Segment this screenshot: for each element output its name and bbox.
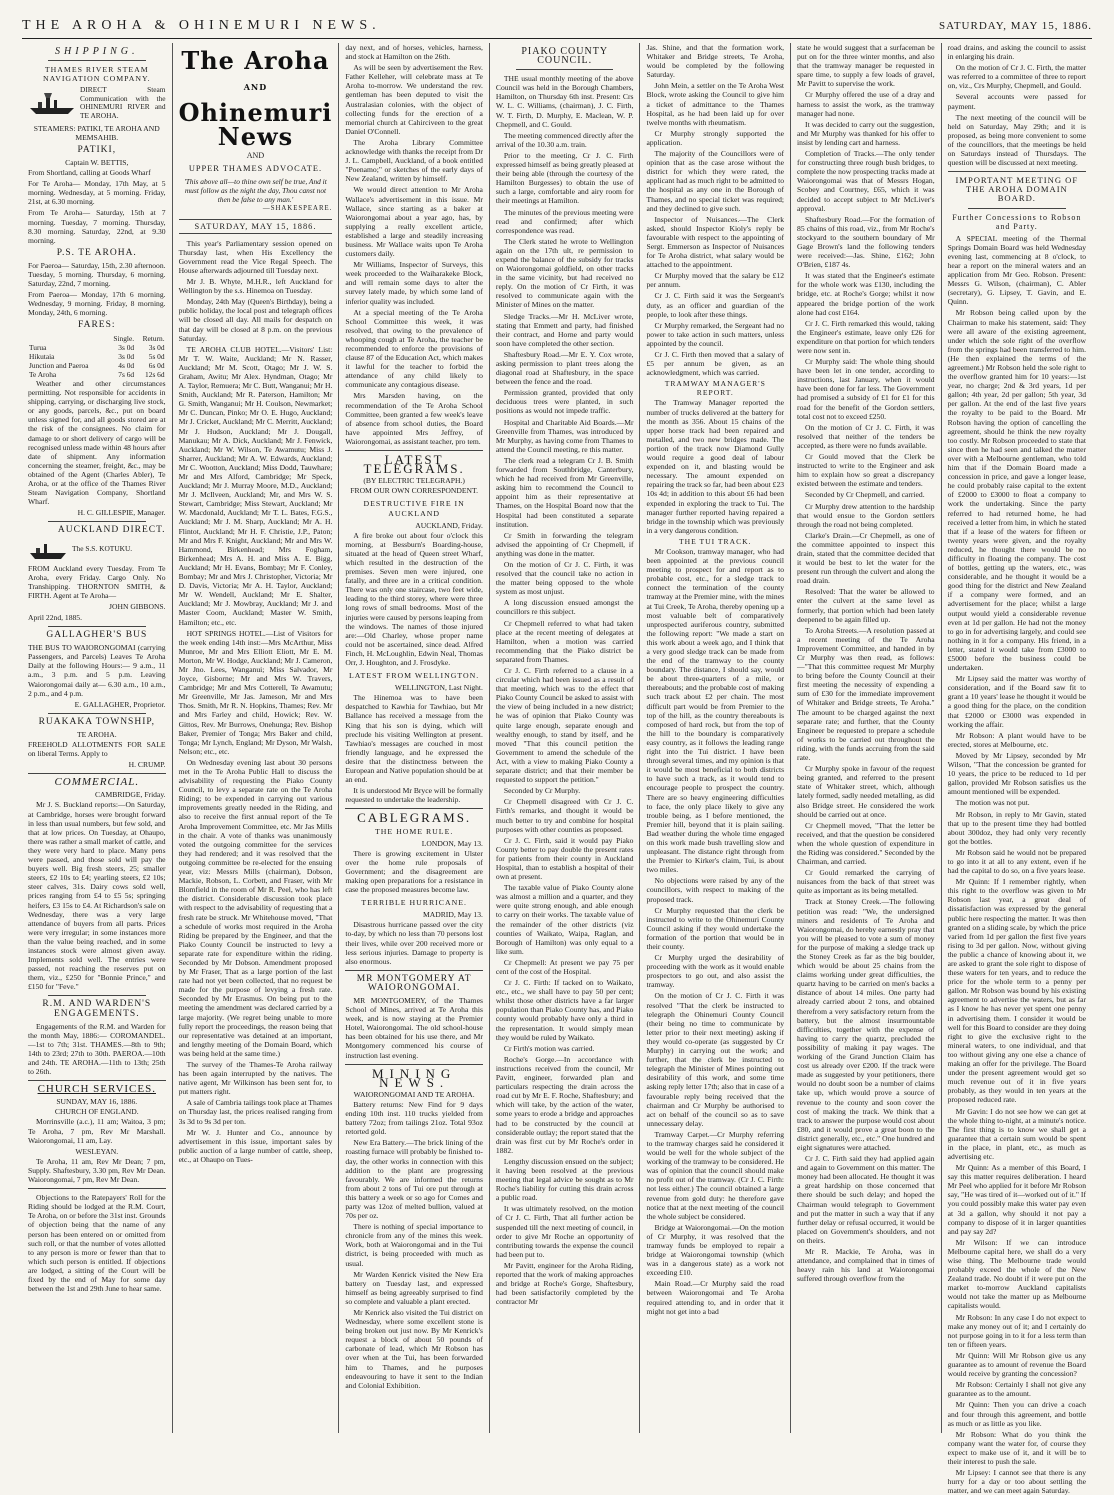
council-item: The majority of the Councillors were of opinion that as the case arose without the district for which they were rated, the applicant had as much right to be admitted to the hospital as any one in the Borough of Thames, and no special ticket was required; and they declined to give such. [646,149,785,213]
motto-attribution: —SHAKESPEARE. [262,205,333,213]
council-item: Cr J. C. Firth said it was the Sergeant's duty, as an officer and guardian of the people, to look after these things. [646,291,785,319]
mining-news-heading: MINING NEWS. [371,1065,457,1090]
council-item: Shaftesbury Road.—Mr E. Y. Cox wrote, asking permission to plant trees along the diagonal road at Shaftesbury, in the space between the fence and the road. [495,349,634,387]
council-item: Cr Chepmell disagreed with Cr J. C. Firth's remarks, and thought it would be much better to try and combine for hospital purposes with other counties as proposed. [495,797,634,834]
domain-item: Mr Gavin: I do not see how we can get at the whole thing to-night, at a minute's notice. The first thing is to know we shall get a guarantee that a certain sum would be spent in the place, in plant, etc., as much as advertising etc. [947,1106,1086,1161]
council-item: Mr Pavitt, engineer for the Aroha Riding, reported that the work of making approaches and bridge at Roche's Gorge, Shaftesbury, had been satisfactorily completed by the contractor Mr [495,1260,634,1307]
council-item: Sledge Tracks.—Mr H. McLiver wrote, stating that Emmett and party, had finished their contract, and Horne and party would soon have completed the other section. [495,311,634,348]
tui-track-heading: THE TUI TRACK. [678,536,752,546]
gallagher-signature: E. GALLAGHER, Proprietor. [74,699,166,709]
fare-single: 3s 0d [118,342,135,352]
council-item: Clarke's Drain.—Cr Chepmell, as one of the committee appointed to inspect this drain, stated that the committee decided that it would be best to let the water for the present run through the culvert and along the road drain. [797,530,935,586]
council-item: To Aroha Streets.—A resolution passed at a recent meeting of the Te Aroha Improvement Committee, and handed in by Cr Murphy was then read, as follows:—"That this committee request Mr Murphy to bring before the County Council at their first meeting the necessity of expending a sum of £30 for the immediate improvement of Whitaker and Bridge streets, Te Aroha." The amount to be charged against the next separate rate; and further, that the County Engineer be requested to prepare a schedule of works to be carried out throughout the riding, with the funds accruing from the said rate. [797,625,935,763]
ps-text-1: For Paeroa— Saturday, 15th, 2.30 afternoon. Tuesday, 5 morning. Thursday, 6 morning. Saturday, 22nd, 7 morning. [28,260,166,289]
news-item: On Wednesday evening last about 30 persons met in the Te Aroha Public Hall to discuss the advisability of requesting the Piako County Council, to levy a separate rate on the Te Aroha Riding; to be expended in carrying out various improvements greatly needed in the Riding, and also to receive the first annual report of the Te Aroha Improvement Committee, etc. Mr Jas Mills in the chair. A vote of thanks was unanimously voted the outgoing committee for the services they had rendered; and it was resolved that the outgoing committee be re-elected for the ensuing year, viz: Messrs Mills (chairman), Dobson, Mackie, Robson, L. Corbett, and Fraser, with Mr Blomfield in the room of Mr R. Peel, who has left the district. Considerable discussion took place with respect to the advisability of requesting that a fresh rate be struck. Mr Whitehouse moved, "That a schedule of works most required in the Aroha Riding be prepared by the Engineer, and that the Piako County Council be instructed to levy a separate rate for expenditure within the riding. Seconded by Mr Dobson. Amendment proposed by Mr Fraser, That as a large portion of the last rate had not yet been collected, that no request be made for the purpose of levying a fresh rate. Seconded by Mr Erasmus. On being put to the meeting the amendment was declared carried by a large majority. (We regret being unable to more fully report the proceedings, the reason being that our representative was detained at an important, and lengthy meeting of the Domain Board, which was being held at the same time.) [178,757,333,1058]
fare-place: Turua [29,342,47,352]
domain-item: Mr Robson: A plant would have to be erected, stores at Melbourne, etc. [947,730,1086,749]
council-item: A long discussion ensued amongst the councillors re this subject. [495,598,634,617]
fare-place: Junction and Paeroa [29,360,89,370]
masthead-title: THE AROHA & OHINEMURI NEWS. [22,18,381,33]
news-item: Monday, 24th May (Queen's Birthday), being a public holiday, the local post and telegraph offices will be closed all day. All mails for despatch on that day will be closed at 8 p.m. on the previous Saturday. [178,297,333,343]
council-item: THE usual monthly meeting of the above Council was held in the Borough Chambers, Hamilton, on Thursday 6th inst. Present: Crs W. L. C. Williams, (chairman), J. C. Firth, W. T. Firth, D. Murphy, E. Maclean, W. P. Chepmell, and C. Gould. [495,74,634,129]
council-item: Cr Smith in forwarding the telegram advised the appointing of Cr Chepmell, if anything was done in the matter. [495,530,634,558]
gillespie-signature: H. C. GILLESPIE, Manager. [77,508,166,518]
council-item: Cr Gould moved that the Clerk be instructed to write to the Engineer and ask him to explain how so great a discrepancy existed between the estimate and tenders. [797,452,935,489]
news-item: HOT SPRINGS HOTEL.—List of Visitors for the week ending 14th inst:—Mrs McArthur, Miss Munroe, Mr and Mrs Elliott Eliott, Mr E. M. Morton, Mr W. Hodge, Auckland; Mr J. Cameron, Mr Jno. Lees, Wanganui; Miss Salvador, Mr Joyce, Gisborne; Mr and Mrs W. Travers, Cambridge; Mr and Mrs Cotterell, Te Awamutu; Mr Greenville, Mr Jas. Jameson, Mr and Mrs Thos. Smith, Mr R. N. Hopkins, Thames; Rev. Mr and Mrs Farley and child, Howick; Rev. W. Gittos, Rev. Mr Burrows, Onehunga; Rev. Bishop Baker, Premier of Tonga; Mrs Baker and child, Tonga; Mr Lynch, England; Mr Dyson, Mr Walsh, Nelson; etc., etc. [178,628,333,756]
commercial-dateline: CAMBRIDGE, Friday. [94,790,166,800]
council-item: Hospital and Charitable Aid Boards.—Mr Greenville from Thames, was introduced by Mr Murphy, as having come from Thames to attend the Council meeting, re this matter. [495,417,634,454]
home-rule-dateline: LONDON, May 13. [421,838,483,848]
wellington-heading: LATEST FROM WELLINGTON. [349,671,480,681]
council-item: The Clerk stated he wrote to Wellington again on the 17th ult, re permission to expend the balance of the subsidy for tracks on Waiorongomai goldfield, on other tracks in the same vicinity, but had received no reply. On the motion of Cr Firth, it was resolved to communicate again with the Minister of Mines on the matter. [495,236,634,310]
fire-heading: DESTRUCTIVE FIRE IN AUCKLAND [363,499,465,518]
council-item: Roche's Gorge.—In accordance with instructions received from the council, Mr Pavitt, engineer, forwarded plan and particulars respecting the drain across the road cut by Mr E. F. Roche, Shaftesbury; and which will take, by the action of the water, some years to erode a bridge and approaches had to be constructed by the council at considerable outlay; the report stated that the drain was first cut by Mr Roche's order in 1882. [495,1054,634,1155]
council-item: Cr Murphy drew attention to the hardship that would ensue to the Gordon settlers through the road not being completed. [797,501,935,529]
news-item: Mr Williams, Inspector of Surveys, this week proceeded to the Waiharakeke Block, and will remain some days to alter the survey lately made, by which some land of inferior quality was included. [345,260,483,306]
council-item: The meeting commenced directly after the arrival of the 10.30 a.m. train. [495,130,634,149]
sub-and: AND [246,151,265,160]
domain-item: Moved by Mr Lipsey, seconded by Mr Wilson, "That the concession be granted for 10 years, the price to be reduced to 1d per gallon, provided Mr Robson satisfies us the amount mentioned will be expended. [947,750,1086,797]
latest-sub-2: FROM OUR OWN CORRESPONDENT. [350,486,478,496]
wesleyan-heading: WESLEYAN. [75,1146,119,1156]
fare-return: 3s 0d [148,342,165,352]
patiki-heading: PATIKI, [77,144,117,155]
council-item: Cr Chepmell moved, "That the letter be received, and that the question be considered when the whole question of expenditure in the Riding was considered." Seconded by the Chairman, and carried. [797,820,935,867]
editorial-dateline: SATURDAY, MAY 15, 1886. [179,219,333,234]
ruakaka-sub: TE AROHA. [76,729,117,739]
masthead-date: SATURDAY, MAY 15, 1886. [939,20,1092,32]
domain-item: A SPECIAL meeting of the Thermal Springs Domain Board was held Wednesday evening last, commencing at 8 o'clock, to hear a report on the mineral waters and an application from Mr Geo. Robson. Present: Messrs G. Wilson, (chairman), C. Abler (secretary), G. Lipsey, T. Gavin, and E. Quinn. [947,233,1086,307]
domain-item: Mr Wilson: If we can introduce Melbourne capital here, we shall do a very wise thing. The Melbourne trade would probably exceed the whole of the New Zealand trade. No doubt if it were put on the market to-morrow Auckland capitalists would not take the matter up as Melbourne capitalists would. [947,1237,1086,1311]
fares-col-head: Single. [113,333,135,343]
council-item: Cr Murphy said: The whole thing should have been let in one tender, according to instructions, last January, when it would have been done for far less. The Government had promised a subsidy of £1 for £1 for this road for the benefit of the Gordon settlers, total cost not to exceed £250. [797,357,935,421]
domain-item: Mr Robson: Certainly I shall not give any guarantee as to the amount. [947,1380,1086,1399]
patiki-text-1: From Shortland, calling at Goods Wharf [28,168,151,178]
council-item: It was decided to carry out the suggestion, and Mr Murphy was thanked for his offer to insist by lending cart and harness. [797,119,935,147]
council-item: It was ultimately resolved, on the motion of Cr J. C. Firth, That all further action be suspended till the next meeting of council, in order to give Mr Roche an opportunity of contributing towards the expense the council had been put to. [495,1204,634,1259]
fare-single: 7s 6d [118,369,135,379]
council-item: Cr J. C. Firth: If tacked on to Waikato, etc., etc., we shall have to pay 50 per cent; whilst those other districts have a far larger population than Piako County has, and Piako county would probably have only a third in the representation. It would simply mean they would be ruled by Waikato. [495,978,634,1042]
fare-return: 6s 0d [148,360,165,370]
council-item: Cr Gould remarked the carrying of nuisances from the back of that street was quite as important as its being metalled. [797,868,935,896]
latest-telegrams-heading: LATEST TELEGRAMS. [363,452,465,477]
council-item: road drains, and asking the council to assist in enlarging his drain. [947,43,1086,62]
council-item: Permission granted, provided that only deciduous trees were planted, in such positions as would not impede traffic. [495,388,634,416]
steamers-line: STEAMERS: PATIKI, TE AROHA AND MEMSAHIB. [33,123,160,142]
table-row [28,361,166,370]
council-item: Cr Murphy remarked, the Sergeant had no power to take action in such matters, unless appointed by the council. [646,320,785,348]
piako-heading: PIAKO COUNTY COUNCIL. [521,46,609,67]
motto-text: 'This above all—to thine own self be true, And it must follow as the night the day, Thou canst not then be false to any man.' [184,177,327,205]
fire-text: A fire broke out about four o'clock this morning, at Bessburn's Boarding-house, situated at the head of Queen street Wharf, which resulted in the destruction of the premises. Seven men were injured, one fatally, and three are in a critical condition. There was only one staircase, two feet wide, leading to the third storey, where were three long rows of small bedrooms. Most of the injuries were caused by persons leaping from the windows. The names of those injured are:—Old Charley, whose proper name could not be ascertained, since dead. Alfred Finch, H. McLoughlin, Edwin Neal, Thomas Orr, J. Houghton, and J. Frosdyke. [345,530,483,667]
news-item: The survey of the Thames-Te Aroha railway has been again interrupted by the natives. The native agent, Mr Wilkinson has been sent for, to put matters right. [178,1060,333,1097]
council-item: The taxable value of Piako County alone was almost a million and a quarter, and they were quite strong enough, and able enough to carry on their works. The taxable value of the remainder of the other districts (viz counties of Waikato, Waipa, Raglan, and Borough of Hamilton) was only equal to a like sum. [495,883,634,956]
ps-text-2: From Paeroa— Monday, 17th 6 morning. Wednesday, 9 morning. Friday, 8 morning. Monday, 24th, 6 morning. [28,290,166,318]
domain-item: Mr Robson said he would not be prepared to go into it at all to any extent, even if he had the capital to do so, on a five years lease. [947,847,1086,876]
council-item: The minutes of the previous meeting were read and confirmed; after which correspondence was read. [495,207,634,235]
council-item: Mr Cookson, tramway manager, who had been appointed at the previous council meeting to prospect for and report as to probable cost, etc., for a sledge track to connect the termination of the county tramway at the Premier mine, with the mines at Tui Creek, Te Aroha, thereby opening up a most valuable belt of comparatively unprospected auriferous country, submitted the following report: "We made a start on this work about a week ago, and I think that a very good sledge track can be made from the end of the tramway to the county boundary. The distance, I should say, would be about three-quarters of a mile, or thereabouts; and the probable cost of making such track about £2 per chain. The most difficult part would be from Premier to the top of the hill, as the country thereabouts is composed of hard rock, but from the top of the hill to the boundary is comparatively easy country, as it follows the leading range right into the Tui district. I have been through several times, and my opinion is that it would be most beneficial to both districts to have such a track, as it would tend to encourage people to prospect the country. There are so heavy engineering difficulties to face, the only place likely to give any trouble being, as I before mentioned, the Premier hill, beyond that it is plain sailing. Bad weather during the whole time engaged on this work made bush travelling slow and unpleasant. The distance right through from the Premier to Kirker's claim, Tui, is about two miles. [646,546,785,875]
council-item: Cr J. C. Firth then moved that a salary of £5 per annum be given, as an acknowledgment, which was carried. [646,350,785,378]
fares-table [28,334,166,379]
domain-item: Mr Quinn: Then you can drive a coach and four through this agreement, and bottle as much or as little as you like. [947,1400,1086,1428]
council-item: Seconded by Cr Murphy. [503,786,581,796]
domain-board-sub: Further Concessions to Robson and Party. [952,212,1082,231]
home-rule-heading: THE HOME RULE. [374,826,454,836]
column-4 [490,43,641,1433]
table-row [28,343,166,352]
kotuku-heading: The S.S. KOTUKU. [72,544,133,554]
column-6 [791,43,942,1433]
council-item: Bridge at Waiorongomai.—On the motion of Cr Murphy, it was resolved that the tramway funds be employed to repair a bridge at Waiorongomai township (which was in a dangerous state) as a work not exceeding £10. [646,1222,785,1278]
patiki-master: Captain W. BETTIS, [65,157,129,167]
gallagher-text: THE BUS TO WAIORONGOMAI (carrying Passengers, and Parcels) Leaves Te Aroha Daily at the following Hours:— 9 a.m., 11 a.m., 3 p.m. and 5 p.m. Leaving Waiorongomai daily at— 6.30 a.m., 10 a.m., 2 p.m., and 4 p.m. [28,643,166,698]
council-item: It was stated that the Engineer's estimate for the whole work was £130, including the bridge, etc. at Roche's Gorge; whilst it now appeared the bridge portion of the work alone had cost £164. [797,271,935,317]
fares-col-head: Return. [142,333,165,343]
fares-col-head [28,334,106,343]
ps-te-aroha-heading: P.S. TE AROHA. [56,247,137,258]
council-item: Resolved: That the water be allowed to enter the culvert at the same level as formerly, that portion which had been lately deepened to be again filled up. [797,587,935,624]
news-item: At a special meeting of the Te Aroha School Committee this week, it was resolved, that owing to the prevalence of whooping cough at Te Aroha, the teacher be recommended to enforce the provisions of clause 87 of the Education Act, which makes it lawful for the teacher to forbid the attendance of any child likely to communicate any contagious disease. [345,307,483,390]
kotuku-text: FROM Auckland every Tuesday. From Te Aroha, every Friday. Cargo Only. No Transhipping. THORNTON SMITH, & FIRTH. Agent at Te Aroha— [28,563,166,600]
council-item: The Tramway Manager reported the number of trucks delivered at the battery for the month as 356. About 15 chains of the upper horse track had been repaired and metalled, and two new bridges made. The portion of the track now Diamond Gully would require a good deal of labour expended on it, and blasting would be necessary. The amount expended on repairing the track so far, had been about £23 10s 4d; in addition to this about £6 had been expended in exploring the track to Tui. The manager further reported having repaired a bridge in the township which was previously in a very dangerous condition. [646,398,785,535]
council-item: Several accounts were passed for payment. [947,92,1086,111]
column-7 [942,43,1092,1495]
council-item: Cr Murphy spoke in favour of the request being granted, and referred to the present state of Whitaker street, which, although lately formed, sadly needed metalling, as did also Bridge street. He considered the work should be carried out at once. [797,764,935,819]
motto-quote [179,177,333,213]
freehold-signature: H. CRUMP. [128,760,166,770]
council-item: Main Road.—Cr Murphy said the road between Waiorongomai and Te Aroha required attending to, and in order that it might not get into a bad [646,1279,785,1316]
shipping-heading: SHIPPING. [55,46,139,57]
council-item: Track at Stoney Creek.—The following petition was read: "We, the undersigned miners and residents of Te Aroha and Waiorongomai, do hereby earnestly pray that you will be pleased to vote a sum of money for the purpose of making a sledge track up the Stoney Creek as far as the big boulder, which would be about 25 chains from the claims working under great difficulties, the quartz having to be carried on men's backs a distance of about 14 miles. One party had already carried about 2 tons, and obtained therefrom a very satisfactory return from the battery, but the almost insurmountable difficulties, together with the expense of having to carry the quartz, precluded the possibility of making it pay wages. The working of the Grand Junction Claim has cost us already over £200. If the track were made as suggested by your petitioners, there would no doubt soon be a number of claims take up, which would prove a source of revenue to the county and soon cover the cost of making the track. We think that a track to answer the purpose would cost about £80, and it would prove a great boon to the district generally, etc., etc." One hundred and eight signatures were attached. [797,897,935,1152]
newspaper-logo [178,46,333,151]
fire-dateline: AUCKLAND, Friday. [415,520,483,530]
council-item: No objections were raised by any of the councillors, with respect to making of the proposed track. [646,876,785,904]
church-date: SUNDAY, MAY 16, 1886. [56,1097,138,1107]
wellington-dateline: WELLINGTON, Last Night. [394,683,483,693]
kotuku-date: April 22nd, 1885. [28,612,82,622]
news-item: Mr W. J. Hunter and Co., announce by advertisement in this issue, important sales by public auction of a large number of cattle, sheep, etc., at Ohaupo on Tues- [178,1127,333,1164]
table-row [28,352,166,361]
news-item: The Aroha Library Committee acknowledge with thanks the receipt from Dr J. L. Campbell, Auckland, of a book entitled "Poenamo;" or sketches of the early days of New Zealand, written by himself. [345,137,483,184]
church-heading: CHURCH SERVICES. [37,1083,156,1096]
logo-line-1: The Aroha [181,46,330,75]
domain-item: Mr Lipsey said the matter was worthy of consideration, and if the Board saw fit to grant a 10 years' lease he thought it would be a good thing for the place, on the condition that £2000 or £3000 was expended in working the affair. [947,674,1086,729]
logo-and: AND [243,82,268,92]
domain-item: Mr Robson, in reply to Mr Gavin, stated that up to the present time they had bottled about 300doz, they had only very recently got the bottles. [947,809,1086,846]
church-england-heading: CHURCH OF ENGLAND. [54,1107,139,1117]
news-item: Mrs Marsden having, on the recommendation of the Te Aroha School Committee, been granted a few week's leave of absence from school duties, the Board have appointed Mrs Jeffrey, of Waiorongomai, as assistant teacher, pro tem. [345,391,483,446]
fare-single: 3s 0d [118,351,135,361]
news-item: day next, and of horses, vehicles, harness, and stock at Hamilton on the 26th. [345,43,483,62]
wellington-text-1: The Hinemoa was to have been despatched to Kawhia for Tawhiao, but Mr Ballance has received a message from the King that his son is dying, which will preclude his visiting Wellington at present. Tawhiao's messages are couched in most friendly language, and he expressed the desire that the distinctness between the European and Native population should be at an end. [345,693,483,785]
fare-place: Te Aroha [29,369,57,379]
wellington-text-2: It is understood Mr Bryce will be formally requested to undertake the leadership. [345,786,483,805]
advocate-title: UPPER THAMES ADVOCATE. [188,164,323,174]
mining-item: There is nothing of special importance to chronicle from any of the mines this week. Work, both at Waiorongomai and in the Tui district, is being proceeded with much as usual. [345,1222,483,1268]
council-item: Cr Chepmell: At present we pay 75 per cent of the cost of the Hospital. [495,957,634,976]
column-3 [339,43,490,1433]
hurricane-heading: TERRIBLE HURRICANE. [361,898,467,908]
patiki-text-3: From Te Aroha— Saturday, 15th at 7 morning. Tuesday, 7 morning. Thursday, 8.30 morning. Saturday, 22nd, at 9.30 morning. [28,208,166,245]
column-5 [640,43,791,1433]
council-item: On the motion of Cr J. C. Firth it was resolved "That the clerk be instructed to telegraph the Ohinemuri County Council (their being no time to communicate by letter prior to their next meeting) asking if they would co-operate (as suggested by Cr Murphy) in carrying out the work; and further, that the clerk be instructed to telegraph the Minister of Mines pointing out desirability of this work, and some time asking reply letter 17th; also that in case of a favourable reply being received that the chairman and Cr Murphy be authorised to act on behalf of the council so as to save unnecessary delay. [646,991,785,1128]
tramway-heading: TRAMWAY MANAGER'S REPORT. [664,379,766,398]
domain-item: The motion was not put. [955,798,1030,808]
mining-item: Mr Kenrick also visited the Tui district on Wednesday, where some excellent stone is being broken out just now. By Mr Kenrick's request a block of about 50 pounds of carbonate of lead, which Mr Robson has over when at the Tui, has been forwarded him to Thames, and he purposes endeavouring to have it sent to the Indian and Colonial Exhibition. [345,1308,483,1390]
news-item: This year's Parliamentary session opened on Thursday last, when His Excellency the Government read the Vice Regal Speech. The House afterwards adjourned till Tuesday next. [178,238,333,275]
latest-sub-1: (BY ELECTRIC TELEGRAPH.) [363,476,465,486]
news-item: We would direct attention to Mr Aroha Wallace's advertisement in this issue. Mr Wallace, since starting as a baker at Waiorongomai about a year ago, has, by supplying a really excellent article, established a large and steadily increasing business. Mr Wallace waits upon Te Aroha customers daily. [345,185,483,259]
masthead [22,18,1092,39]
council-item: Cr Murphy strongly supported the application. [646,128,785,147]
council-item: The next meeting of the council will be held on Saturday, May 29th; and it is proposed, as being more convenient to some of the councillors, that the meetings be held on Saturdays instead of Thursdays. The question will be discussed at next meeting. [947,112,1086,168]
domain-item: Mr Robson being called upon by the Chairman to make his statement, said: They were all aware of the existing agreement, under which the sole right of the overflow from the springs had been transferred to him. (He then explained the terms of the agreement.) Mr Robson held the sole right to the overflow granted him for 10 years:—1st year, no charge; 2nd & 3rd years, 1d per gallon; 4th year, 2d per gallon; 5th year, 3d per gallon. At the end of the last five years the royalty to be paid to the Board. Mr Robson having the option of cancelling the agreement, should he think the new royalty too costly. Mr Robson proceeded to state that since then he had seen and talked the matter over with a Melbourne gentleman, who told him that if the Domain Board made a concession in price, and gave a longer lease, he could probably raise capital to the extent of £2000 to £3000 to float a company to work the undertaking. Since the party referred to had returned home, he had received a letter from him, in which he stated that if a lease of the waters for fifteen or twenty years were given, and the royalty reduced, he thought there would be no difficulty in floating the company. The cost of bottles, getting up the waters, etc., was considerable, and he thought it would be a good thing for the district and New Zealand if a company were formed, and an advertisement for the place; whilst a large output would yield a considerable revenue even at 1d per gallon. He had not the money to go in for advertising largely, and could see nothing in it for a company. His friend, in a letter, stated it would take from £3000 to £5000 before the business could be undertaken. [947,308,1086,673]
domain-item: Mr Quinn: Will Mr Robson give us any guarantee as to amount of revenue the Board would receive by granting the concession? [947,1350,1086,1379]
montgomery-heading: MR MONTGOMERY AT WAIORONGOMAI. [356,973,472,993]
montgomery-text: MR MONTGOMERY, of the Thames School of Mines, arrived at Te Aroha this week, and is now staying at the Premier Hotel, Waiorongomai. The old school-house has been obtained for his use there, and Mr Montgomery commenced his course of instruction last evening. [345,996,483,1060]
domain-item: Mr Quinn: If I remember rightly, when this right to the overflow was given to Mr Robson last year, a great deal of dissatisfaction was expressed by the general public here respecting the matter. It was then granted on a sliding scale, by which the price varied from 1d per gallon the first five years rising to 3d per gallon. Now, without giving the public a chance of knowing about it, we are asked to grant the sole right to dispose of these waters for ten years, and to reduce the price for the whole term to a penny per gallon. Mr Robson was bound by his existing agreement to advertise the waters, but as far as I know he has never yet spent one penny in advertising them. I consider it would be well for this Board to consider are they doing right to give the exclusive right to the mineral waters, to one individual, and that too without giving any one else a chance of making an offer for the privilege. The Board under the present agreement would get so much revenue out of it in five years probably, as they would in ten years at the proposed reduced rate. [947,877,1086,1105]
council-item: The clerk read a telegram Cr J. B. Smith forwarded from Southbridge, Canterbury, which he had received from Mr Greenville, asking him to recommend the Council to appoint him as their representative at Thames, on the Hospital Board now that the Hospital had been constituted a separate institution. [495,455,634,529]
steamer-icon [28,90,76,116]
council-item: Inspector of Nuisances.—The Clerk asked, should Inspector Kioly's reply be favourable with respect to the appointing of Sergt. Emmerson as Inspector of Nuisances for Te Aroha district, what salary would be attached to the appointment. [646,214,785,270]
logo-line-2: Ohinemuri News [178,98,333,151]
auckland-direct-heading: AUCKLAND DIRECT. [57,525,166,536]
council-item: Cr J. C. Firth referred to a clause in a circular which had been issued as a result of that meeting, which was to the effect that Piako County Council be asked to assist with the view of being included in a new district; he was of opinion that Piako County was quite large enough, separate enough and wealthy enough, to stand by itself, and he moved "That this council petition the Government to amend the schedule of the Act, with a view to making Piako County a separate district; and that their member be requested to support the petition." [495,666,634,785]
home-rule-text: There is growing excitement in Ulster over the home rule proposals of Government; and the disagreement are making open preparations for a resistance in case the proposed measures become law. [345,848,483,895]
column-2 [173,43,340,1433]
ruakaka-heading: RUAKAKA TOWNSHIP, [38,716,155,727]
council-item: Mr R. Mackie, Te Aroha, was in attendance, and complained that in times of heavy rain his land at Waiorongomai suffered through overflow from the [797,1247,935,1284]
council-item: Cr J. C. Firth remarked this would, taking the Engineer's estimate, leave only £26 for expenditure on that portion for which tenders were now sent in. [797,318,935,355]
gallagher-heading: GALLAGHER'S BUS [46,630,148,641]
shipping-conditions: Weather and other circumstances permitting. Not responsible for accidents in shipping, carrying, or discharging live stock, or any goods, parcels, &c., put on board unless signed for, and all goods stored are at the risk of the consignees. No claim for damage to or short delivery of cargo will be recognised unless made within 48 hours after date of shipment. Any information concerning the steamer, freight, &c., may be obtained of the Agent (Charles Abler), Te Aroha, or at the office of the Thames River Steam Navigation Company, Shortland Wharf. [28,379,166,507]
council-item: Cr Chepmell referred to what had taken place at the recent meeting of delegates at Hamilton, when a motion was carried recommending that the Piako district be separated from Thames. [495,618,634,664]
fares-heading: FARES: [78,320,116,331]
commercial-heading: COMMERCIAL. [54,776,140,789]
domain-item: Mr Lipsey: I cannot see that there is any hurry for a day or too about settling the matter, and we can meet again Saturday. [947,1468,1086,1495]
wesleyan-text: Te Aroha, 11 am, Rev Mr Dean; 7 pm, Supply. Shaftesbury, 3.30 pm, Rev Mr Dean. Waiorongomai, 7 pm, Rev Mr Dean. [28,1156,166,1185]
fare-place: Hikutaia [29,351,55,361]
domain-item: Mr Robson: In any case I do not expect to make any money out of it; and I certainly do not purpose going in to it for a less term than ten or fifteen years. [947,1312,1086,1349]
council-item: Cr J. C. Firth said they had applied again and again to Government on this matter. The money had been allocated. He thought it was a great hardship on those concerned that there should be such delay; and hoped the Chairman would telegraph to Government and put the matter in such a way that if any further delay or refusal occurred, it would be placed on Government's shoulders, and not on theirs. [797,1154,935,1245]
mining-item: New Era Battery.—The brick lining of the roasting furnace will probably be finished to-day, the other works in connection with this addition to the plant are progressing favourably. We are informed the returns from about 2 tons of Tui ore put through at this battery a week or so ago for Comes and party was 12oz of melted bullion, valued at 70s per oz. [345,1138,483,1221]
rm-heading: R.M. AND WARDEN'S ENGAGEMENTS. [42,999,152,1019]
council-item: Cr Murphy requested that the clerk be instructed to write to the Ohinemuri County Council asking if they would undertake the formation of the portion that would be in their county. [646,905,785,951]
council-item: Seconded by Cr Chepmell, and carried. [805,490,925,500]
news-item: Mr J. B. Whyte, M.H.R., left Auckland for Wellington by the s.s. Hinemoa on Tuesday. [178,277,333,296]
council-item: Prior to the meeting, Cr J. C. Firth expressed himself as being greatly pleased at their being able (through the courtesy of the Hamilton Burgesses) to obtain the use of such a large, comfortable and airy room for their meetings at Hamilton. [495,150,634,206]
domain-item: Mr Robson: What do you think the company want the water for, of course they expect to make use of it, and it will be to their interest to push the sale. [947,1429,1086,1466]
council-item: On the motion of Cr J. C. Firth, it was resolved that neither of the tenders be accepted, as there were no funds available. [797,422,935,450]
news-item: As will be seen by advertisement the Rev. Father Kelleher, will celebrate mass at Te Aroha to-morrow. We understand the rev. gentleman has been deputed to visit the Australasian colonies, with the object of collecting funds for the erection of a memorial church at Cahirciveen to the great Daniel O'Connell. [345,63,483,136]
council-item: Cr Murphy offered the use of a dray and harness to assist the work, as the tramway manager had none. [797,90,935,118]
council-item: Completion of Tracks.—The only tender for constructing three rough bush bridges, to complete the now prospecting tracks made at Waiorongomai was that of Messrs Hogan, Scobey and Courtney, £65, which it was decided to accept subject to Mr McLiver's approval. [797,149,935,213]
domain-board-heading: IMPORTANT MEETING OF THE AROHA DOMAIN BOARD. [955,175,1079,204]
council-item: On the motion of Cr J. C. Firth, the matter was referred to a committee of three to report on, viz., Crs Murphy, Chepmell, and Gould. [947,63,1086,91]
steam-nav-heading: THAMES RIVER STEAM NAVIGATION COMPANY. [42,65,151,84]
patiki-text-2: For Te Aroha— Monday, 17th May, at 5 morning. Wednesday, at 5 morning. Friday, 21st, at 6.30 morning. [28,179,166,207]
mining-item: Mr Warden Kenrick visited the New Era battery on Tuesday last, and expressed himself as being agreeably surprised to find so complete and valuable a plant erected. [345,1269,483,1306]
objections-text: Objections to the Ratepayers' Roll for the Riding should be lodged at the R.M. Court, Te Aroha, on or before the 31st inst. Grounds of objection being that the name of any person has been entered on or omitted from such roll, or that the number of votes allotted to any person is more or fewer than that to which such person is entitled. If objections are lodged, a sitting of the Court will be fixed by the end of May for some day between the 1st and 29th June to hear same. [28,1193,166,1294]
cablegrams-heading: CABLEGRAMS. [357,810,472,826]
council-item: Cr Firth's motion was carried. [503,1043,595,1053]
council-item: Lengthy discussion ensued on the subject; it having been resolved at the previous meeting that legal advice be sought as to Mr Roche's liability for cutting this drain across a public road. [495,1156,634,1203]
church-england-text: Morrinsville (a.c.), 11 am; Waitoa, 3 pm; Te Aroha, 7 pm, Rev Mr Marshall. Waiorongomai, 11 am, Lay. [28,1117,166,1145]
freehold-text: FREEHOLD ALLOTMENTS FOR SALE on liberal Terms. Apply to [28,740,166,759]
fare-return: 12s 6d [145,369,165,379]
council-item: John Mein, a settler on the Te Aroha West Block, wrote asking the Council to give him a ticket of admittance to the Thames Hospital, as he had been laid up for over twelve months with rheumatism. [646,81,785,127]
steam-nav-text: DIRECT Steam Communication with the OHINEMURI RIVER and TE AROHA. [80,85,166,121]
council-item: Jas. Shine, and that the formation work, Whitaker and Bridge streets, Te Aroha, would be completed by the following Saturday. [646,43,785,80]
rm-text: Engagements of the R.M. and Warden for the month May, 1886:— COROMANDEL.—1st to 7th; 31st. THAMES.—8th to 9th; 14th to 23rd; 27th to 30th. PAEROA.—10th and 24th. TE AROHA.—11th to 13th; 25th to 26th. [28,1021,166,1077]
table-row [28,370,166,379]
column-1 [22,43,173,1433]
fare-single: 4s 0d [118,360,135,370]
steamer-icon [28,539,68,561]
council-item: Cr Murphy moved that the salary be £12 per annum. [646,271,785,290]
council-item: state he would suggest that a surfaceman be put on for the three winter months, and also that the tramway manager be requested in spare time, to supply a few loads of gravel, Mr Pavitt to supervise the work. [797,43,935,89]
domain-item: Mr Quinn: As a member of this Board, I say this matter requires deliberation. I heard Mr Peel who applied for it before Mr Robson say, "He was tired of it—worked out of it." If you could possibly make this water pay even at 3d a gallon, why should it not pay a company to dispose of it in larger quantities and pay say 2d? [947,1163,1086,1236]
council-item: Cr Murphy urged the desirability of proceeding with the work as it would enable prospectors to go out, and also assist the tramway. [646,953,785,990]
council-item: Tramway Carpet.—Cr Murphy referring to the tramway charges said he considered it would be well for the whole subject of the working of the tramway to be considered. He was of opinion that the council should make no profit out of the tramway. (Cr J. C. Firth: not less either.) The council obtained a large revenue from gold duty: he therefore gave notice that at the next meeting of the council the whole subject be considered. [646,1129,785,1221]
hurricane-dateline: MADRID, May 13. [423,910,483,920]
council-item: Shaftesbury Road.—For the formation of 85 chains of this road, viz., from Mr Roche's stockyard to the southern boundary of Mr Gage Brown's land the following tenders were received:—Jas. Shine, £162; John O'Brien, £187 4s. [797,214,935,270]
council-item: On the motion of Cr J. C. Firth, it was resolved that the council take no action in the matter being opposed to the whole system as most unjust. [495,559,634,597]
mining-sub: WAIORONGOMAI AND TE AROHA. [353,1089,475,1099]
news-item: A sale of Cambria tailings took place at Thames on Thursday last, the prices realised ranging from 3s 3d to 9s 3d per ton. [178,1098,333,1126]
hurricane-text: Disastrous hurricane passed over the city to-day, by which no less than 70 persons lost their lives, while over 200 received more or less serious injuries. Damage to property is also enormous. [345,920,483,966]
mining-item: Battery returns: New Find for 9 days ending 10th inst. 110 trucks yielded from battery 72oz; from tailings 21oz. Total 93oz retorted gold. [345,1099,483,1137]
kotuku-signature: JOHN GIBBONS. [109,601,166,611]
fare-return: 5s 0d [148,351,165,361]
news-item: TE AROHA CLUB HOTEL.—Visitors' List: Mr T. W. Waite, Auckland; Mr N. Rasser, Auckland; Mr M. Scott, Otago; Mr J. W. S. Graham, Awitu; Mr Alex. Hyndman, Otago; Mr A. Taylor, Remuera; Mr C. Butt, Wanganui; Mr H. Smith, Auckland; Mr R. Paterson, Hamilton; Mr G. Smith, Wanganui; Mr H. Coulson, Newmarket; Mr C. Duncan, Pinko; Mr O. E. Hugo, Auckland; Mr J. Cricket, Auckland; Mr C. Merritt, Auckland; Mr J. Hudson, Auckland; Mr J. Dougall, Manukau; Mr A. Dick, Auckland; Mr J. Fenwick, Auckland; Mr W. Wilson, Te Awamutu; Miss J. Sharrer, Auckland; Mr A. W. Edwards, Auckland; Mr C. Wootton, Auckland; Miss Dodd, Tauwhare; Mr and Mrs Alford, Cambridge; Mr Speck, Auckland; Mr J. Murray Moore, M.D., Auckland; Mr J. McIlveen, Auckland; Mr, and Mrs W. S. Stewart, Cambridge; Miss Stewart, Auckland; Mr W. Macdonald, Auckland; Mr T. L. Bates, F.G.S., Auckland; Mr J. M. Sharp, Auckland; Mr A. H. Flintot, Auckland; Mr H. F. Christie, J.P., Paton; Mr and Mrs F. Knight, Auckland; Mr and Mrs W. Hammond, Birkenhead; Mrs Fogham, Birkenhead; Mrs A. H. and Miss A. E. Bigg, Auckland; Mr H. Evans, Bombay; Mr F. Conley, Bombay; Mr and Mrs J. Christopher, Victoria; Mr D. Davis, Victoria; Mr A. H. Taylor, Auckland; Mr W. Wendell, Auckland; Mr E. Shalter, Auckland; Mr J. Mowbray, Auckland; Mr J. and Master Coom, Auckland; Master W. Smith, Hamilton; etc., etc. [178,344,333,627]
council-item: Cr J. C. Firth, said it would pay Piako County better to pay double the present rates for patients from their county in Auckland Hospital, than to establish a hospital of their own at present. [495,835,634,882]
commercial-text: Mr J. S. Buckland reports:—On Saturday, at Cambridge, horses were brought forward in less than usual numbers, but few sold, and that at low prices. On Tuesday, at Ohaupo, there was rather a small market of cattle, and they were very hard to place. Many pens were passed, and those sold will pay the buyers well. Big fresh steers, 25; smaller steers, £2 10s to £4; yearling steers, £2 10s; steer calves, 31s. Dairy cows sold well, prices ranging from £4 to £5 5s; springing heifers, £3 15s to £4. At Richardson's sale on Wednesday, there was a very large attendance of buyers from all parts. Prices were very irregular; in some instances more than the value being reached, and in some instances stock were almost given away. Implements sold well. The entries were passed, not reaching the reserves put on them, viz., £250 for "Bonnie Prince," and £150 for "Feve." [28,800,166,992]
